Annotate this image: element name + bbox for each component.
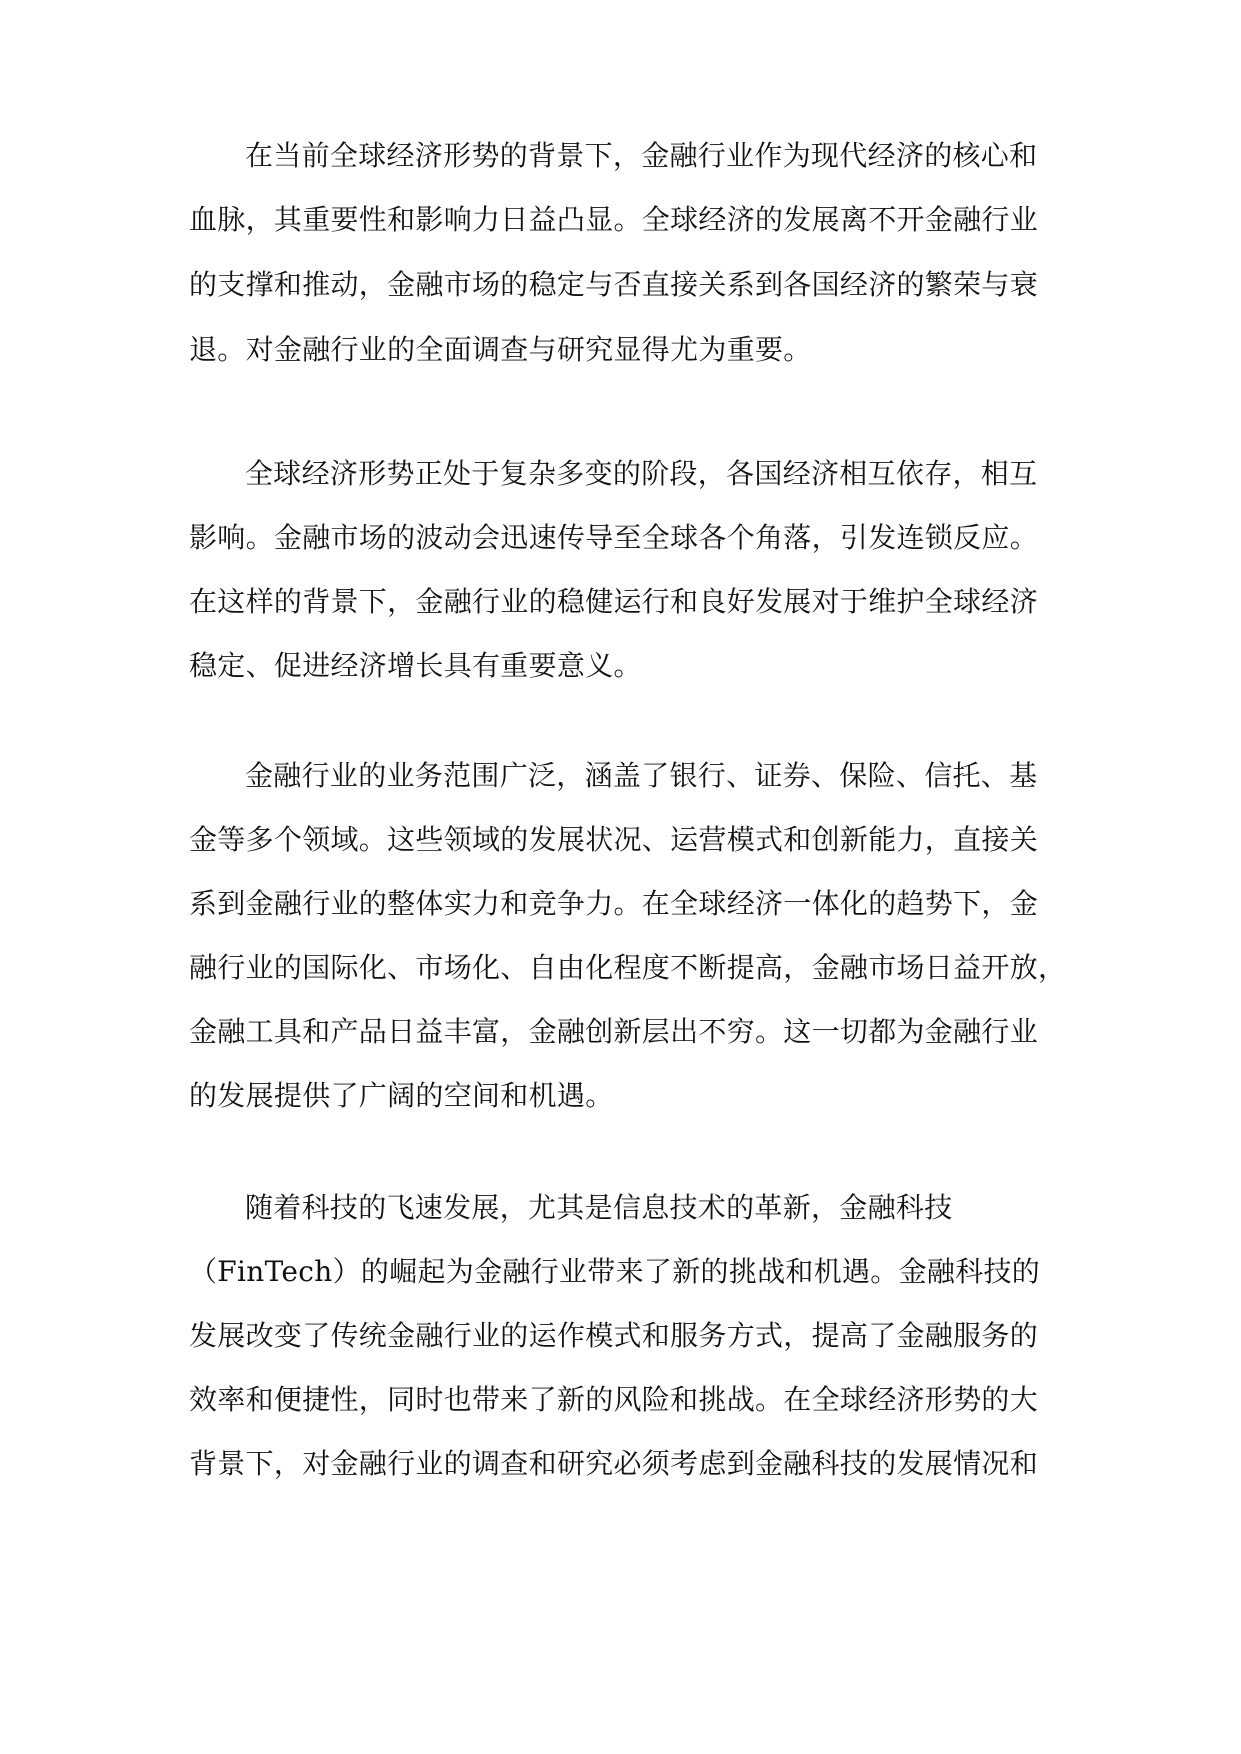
paragraph-line: 稳定、促进经济增长具有重要意义。 (189, 649, 642, 682)
paragraph-line: 金等多个领域。这些领域的发展状况、运营模式和创新能力，直接关 (189, 823, 1039, 856)
paragraph-line: 融行业的国际化、市场化、自由化程度不断提高，金融市场日益开放， (189, 951, 1067, 984)
paragraph-line: 在这样的背景下，金融行业的稳健运行和良好发展对于维护全球经济 (189, 585, 1039, 618)
paragraph-line: 系到金融行业的整体实力和竞争力。在全球经济一体化的趋势下，金 (189, 887, 1039, 920)
paragraph-line: 背景下，对金融行业的调查和研究必须考虑到金融科技的发展情况和 (189, 1447, 1039, 1480)
paragraph-line: 效率和便捷性，同时也带来了新的风险和挑战。在全球经济形势的大 (189, 1383, 1039, 1416)
paragraph-line: 的支撑和推动，金融市场的稳定与否直接关系到各国经济的繁荣与衰 (189, 268, 1039, 301)
paragraph-line: 随着科技的飞速发展，尤其是信息技术的革新，金融科技 (245, 1191, 953, 1224)
paragraph-line: 血脉，其重要性和影响力日益凸显。全球经济的发展离不开金融行业 (189, 203, 1039, 236)
paragraph-line: 发展改变了传统金融行业的运作模式和服务方式，提高了金融服务的 (189, 1319, 1039, 1352)
paragraph-line: 的发展提供了广阔的空间和机遇。 (189, 1079, 614, 1112)
paragraph-line: 金融工具和产品日益丰富，金融创新层出不穷。这一切都为金融行业 (189, 1015, 1039, 1048)
paragraph-line: 影响。金融市场的波动会迅速传导至全球各个角落，引发连锁反应。 (189, 521, 1039, 554)
paragraph-line: 全球经济形势正处于复杂多变的阶段，各国经济相互依存，相互 (245, 457, 1038, 490)
paragraph-line: 在当前全球经济形势的背景下，金融行业作为现代经济的核心和 (245, 139, 1038, 172)
paragraph-line: （FinTech）的崛起为金融行业带来了新的挑战和机遇。金融科技的 (189, 1255, 1041, 1288)
paragraph-line: 退。对金融行业的全面调查与研究显得尤为重要。 (189, 333, 812, 366)
paragraph-line: 金融行业的业务范围广泛，涵盖了银行、证券、保险、信托、基 (245, 759, 1038, 792)
